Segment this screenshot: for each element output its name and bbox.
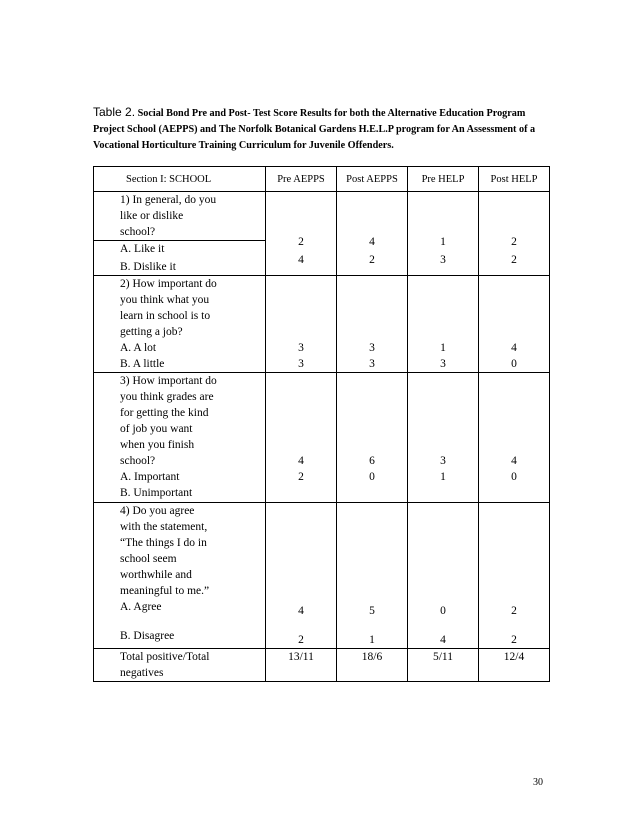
total-value-cell: 13/11	[266, 649, 337, 682]
table-row-q2	[94, 276, 550, 373]
total-value-cell: 12/4	[479, 649, 550, 682]
value-cell: 2 4	[266, 192, 337, 276]
question-cell: 4) Do you agree with the statement, “The things I do in school seem worthwhile and meaningful to me.” A. Agree B. Disagree	[94, 503, 266, 649]
value-cell: 1 3	[408, 192, 479, 276]
question-cell: 2) How important do you think what you learn in school is to getting a job? A. A lot B. A little	[94, 276, 266, 373]
header-post-help: Post HELP	[479, 167, 550, 192]
header-row	[94, 167, 550, 192]
total-value-cell: 5/11	[408, 649, 479, 682]
value-cell: 4 0	[479, 373, 550, 503]
value-cell: 4 2	[266, 503, 337, 649]
total-value-cell: 18/6	[337, 649, 408, 682]
value-cell: 1 3	[408, 276, 479, 373]
table-row-total	[94, 649, 550, 682]
header-section: Section I: SCHOOL	[94, 167, 266, 192]
results-table	[93, 166, 550, 682]
value-cell: 5 1	[337, 503, 408, 649]
page-number: 30	[533, 777, 543, 788]
question-cell: 3) How important do you think grades are for getting the kind of job you want when you finish school? A. Important B. Unimportant	[94, 373, 266, 503]
value-cell: 2 2	[479, 192, 550, 276]
answer-cell: A. Like it B. Dislike it	[94, 241, 266, 276]
table-title: Social Bond Pre and Post- Test Score Results for both the Alternative Education Program Project School (AEPPS) and The Norfolk Botanical Gardens H.E.L.P program for An Assessment of a Vocational Horticulture Training Curriculum for Juvenile Offenders.	[93, 108, 536, 151]
value-cell: 3 3	[266, 276, 337, 373]
value-cell: 4 2	[337, 192, 408, 276]
table-label: Table 2.	[93, 105, 136, 119]
value-cell: 2 2	[479, 503, 550, 649]
table-row-q1	[94, 192, 550, 241]
table-caption	[93, 104, 555, 154]
table-row-q3	[94, 373, 550, 503]
header-post-aepps: Post AEPPS	[337, 167, 408, 192]
question-cell: 1) In general, do you like or dislike school?	[94, 192, 266, 241]
value-cell: 0 4	[408, 503, 479, 649]
total-label-cell: Total positive/Total negatives	[94, 649, 266, 682]
header-pre-help: Pre HELP	[408, 167, 479, 192]
value-cell: 4 2	[266, 373, 337, 503]
value-cell: 3 3	[337, 276, 408, 373]
value-cell: 4 0	[479, 276, 550, 373]
value-cell: 3 1	[408, 373, 479, 503]
table-row-q4	[94, 503, 550, 649]
header-pre-aepps: Pre AEPPS	[266, 167, 337, 192]
value-cell: 6 0	[337, 373, 408, 503]
